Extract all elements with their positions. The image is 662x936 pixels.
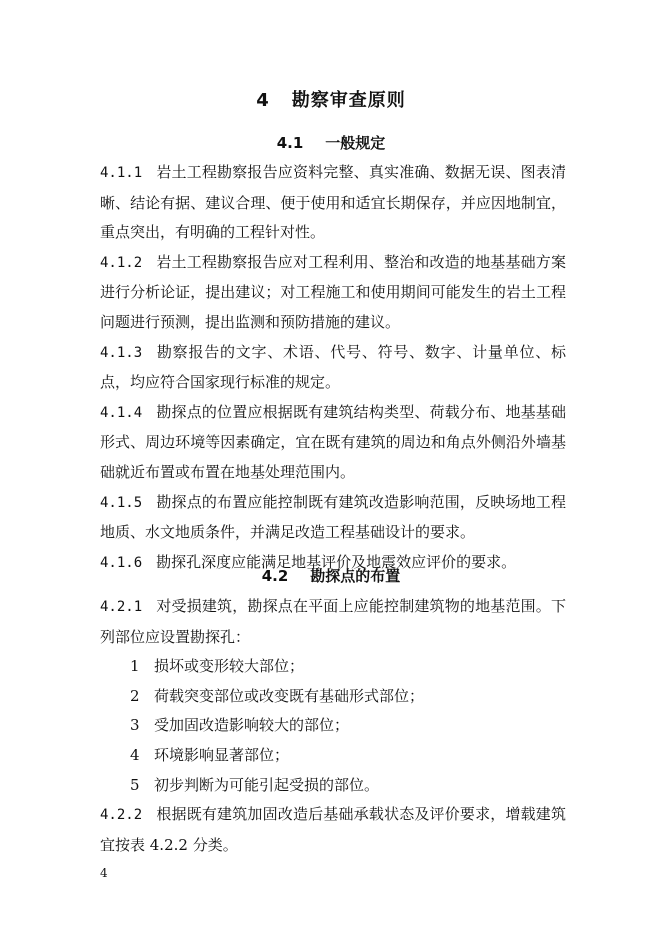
- clause-4-1-1: [100, 158, 566, 248]
- list-item-text: 环境影响显著部位；: [154, 745, 290, 764]
- list-item-number: 5: [130, 775, 140, 794]
- section-title-text: 勘探点的布置: [310, 567, 401, 585]
- clause-4-2-1: [100, 592, 566, 652]
- section-number: 4.2: [261, 567, 289, 585]
- list-item: [100, 652, 566, 682]
- section-title-4-2: [0, 565, 662, 586]
- chapter-title-text: 勘察审查原则: [291, 90, 406, 111]
- chapter-title: [0, 86, 662, 112]
- clause-number: 4.1.1: [100, 165, 143, 181]
- list-item-text: 损坏或变形较大部位；: [154, 657, 305, 676]
- list-item-text: 受加固改造影响较大的部位；: [154, 716, 350, 735]
- clause-text: 勘察报告的文字、术语、代号、符号、数字、计量单位、标点，均应符合国家现行标准的规定。: [100, 342, 566, 392]
- clause-text: 岩土工程勘察报告应资料完整、真实准确、数据无误、图表清晰、结论有据、建议合理、便于使用和适宜长期保存，并应因地制宜，重点突出，有明确的工程针对性。: [100, 163, 566, 242]
- clause-text: 对受损建筑，勘探点在平面上应能控制建筑物的地基范围。下列部位应设置勘探孔：: [100, 597, 566, 646]
- clause-4-1-5: [100, 488, 566, 548]
- list-item: [100, 682, 566, 712]
- list-item: [100, 771, 566, 801]
- clause-4-1-2: [100, 248, 566, 338]
- clause-number: 4.1.4: [100, 404, 143, 421]
- clause-text: 根据既有建筑加固改造后基础承载状态及评价要求，增载建筑宜按表 4.2.2 分类。: [100, 805, 566, 854]
- section-title-text: 一般规定: [325, 134, 386, 152]
- clause-text: 勘探孔深度应能满足地基评价及地震效应评价的要求。: [156, 552, 517, 571]
- list-item: [100, 711, 566, 741]
- clause-number: 4.2.1: [100, 599, 143, 615]
- list-item-text: 初步判断为可能引起受损的部位。: [154, 775, 380, 794]
- section-4-2-body: [100, 592, 566, 860]
- section-title-4-1: [0, 132, 662, 153]
- clause-number: 4.2.2: [100, 807, 143, 824]
- clause-4-1-3: [100, 338, 566, 398]
- clause-number: 4.1.5: [100, 494, 143, 511]
- list-item-number: 1: [130, 657, 140, 676]
- section-4-1-body: [100, 158, 566, 578]
- list-item: [100, 741, 566, 771]
- list-item-text: 荷载突变部位或改变既有基础形式部位；: [154, 686, 425, 705]
- clause-4-1-4: [100, 398, 566, 488]
- list-item-number: 2: [130, 686, 140, 705]
- borehole-location-list: [100, 652, 566, 800]
- chapter-number: 4: [256, 90, 270, 111]
- list-item-number: 4: [130, 745, 140, 764]
- clause-number: 4.1.6: [100, 554, 143, 571]
- section-number: 4.1: [276, 134, 304, 152]
- clause-text: 岩土工程勘察报告应对工程利用、整治和改造的地基基础方案进行分析论证，提出建议；对工程施工和使用期间可能发生的岩土工程问题进行预测，提出监测和预防措施的建议。: [100, 252, 566, 331]
- clause-number: 4.1.2: [100, 254, 143, 271]
- clause-4-2-2: [100, 800, 566, 860]
- clause-number: 4.1.3: [100, 344, 143, 361]
- clause-text: 勘探点的位置应根据既有建筑结构类型、荷载分布、地基基础形式、周边环境等因素确定，宜在既有建筑的周边和角点外侧沿外墙基础就近布置或布置在地基处理范围内。: [100, 402, 566, 481]
- page-number: 4: [100, 866, 108, 880]
- list-item-number: 3: [130, 716, 140, 735]
- clause-text: 勘探点的布置应能控制既有建筑改造影响范围，反映场地工程地质、水文地质条件，并满足改造工程基础设计的要求。: [100, 492, 566, 542]
